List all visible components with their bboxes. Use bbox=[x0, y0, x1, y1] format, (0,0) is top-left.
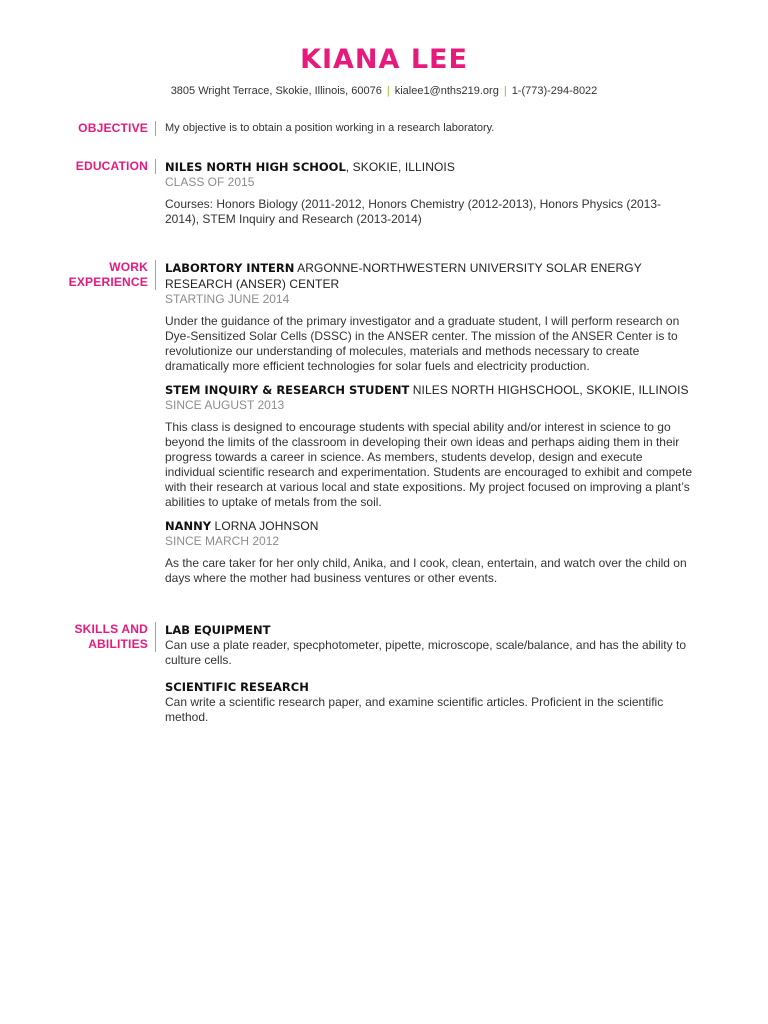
job-organization: NILES NORTH HIGHSCHOOL, SKOKIE, ILLINOIS bbox=[409, 383, 689, 397]
section-label-line: WORK bbox=[109, 260, 148, 274]
objective-text: My objective is to obtain a position working in a research laboratory. bbox=[165, 122, 495, 134]
skill-entry bbox=[165, 622, 695, 668]
job-date: SINCE AUGUST 2013 bbox=[165, 398, 285, 412]
education-date: CLASS OF 2015 bbox=[165, 175, 255, 189]
education-section bbox=[0, 159, 768, 234]
job-organization: ARGONNE-NORTHWESTERN UNIVERSITY SOLAR ENERGY RESEARCH (ANSER) CENTER bbox=[165, 261, 642, 291]
job-date: STARTING JUNE 2014 bbox=[165, 292, 290, 306]
section-divider bbox=[155, 121, 156, 136]
school-location: , SKOKIE, ILLINOIS bbox=[345, 160, 455, 174]
education-entry bbox=[165, 159, 695, 227]
section-label-objective: OBJECTIVE bbox=[78, 121, 148, 135]
work-experience-section bbox=[0, 260, 768, 595]
section-label-work-experience bbox=[40, 260, 148, 290]
skills-entries bbox=[165, 622, 695, 725]
skill-description: Can write a scientific research paper, and examine scientific articles. Proficient in the scientific method. bbox=[165, 695, 664, 724]
section-divider bbox=[155, 260, 156, 290]
section-divider bbox=[155, 159, 156, 174]
job-description: Under the guidance of the primary investigator and a graduate student, I will perform research on Dye-Sensitized Solar Cells (DSSC) in the ANSER center. The mission of the ANSER Center is to revolutionize our understanding of molecules, materials and methods necessary to create dramatically more efficient technologies for solar fuels and electricity production. bbox=[165, 314, 680, 373]
job-entry bbox=[165, 518, 695, 586]
address-text: 3805 Wright Terrace, Skokie, Illinois, 60076 bbox=[170, 85, 382, 97]
job-title: NANNY bbox=[165, 519, 212, 533]
resume-header bbox=[0, 42, 768, 98]
job-description: This class is designed to encourage students with special ability and/or interest in science to go beyond the limits of the classroom in developing their own ideas and perhaps aiding them in their progress towards a career in science. As members, students develop, design and execute individual scientific research and experimentation. Students are encouraged to exhibit and compete with their research at various local and state expositions. My project focused on improving a plant’s abilities to uptake of metals from the soil. bbox=[165, 420, 692, 509]
job-organization: LORNA JOHNSON bbox=[211, 519, 319, 533]
section-label-line: SKILLS AND bbox=[74, 622, 148, 636]
skill-title: SCIENTIFIC RESEARCH bbox=[165, 680, 309, 694]
contact-line bbox=[0, 84, 768, 98]
job-title: STEM INQUIRY & RESEARCH STUDENT bbox=[165, 383, 410, 397]
job-date: SINCE MARCH 2012 bbox=[165, 534, 280, 548]
contact-separator: | bbox=[386, 85, 390, 97]
job-title: LABORTORY INTERN bbox=[165, 261, 295, 275]
objective-section bbox=[0, 121, 768, 141]
school-name: NILES NORTH HIGH SCHOOL bbox=[165, 160, 346, 174]
section-label-line: ABILITIES bbox=[88, 637, 148, 651]
job-entry bbox=[165, 382, 695, 510]
job-entry bbox=[165, 260, 695, 374]
section-label-line: EXPERIENCE bbox=[68, 275, 148, 289]
section-label-skills bbox=[40, 622, 148, 652]
skills-section bbox=[0, 622, 768, 732]
email-link[interactable]: kialee1@nths219.org bbox=[394, 85, 499, 97]
job-description: As the care taker for her only child, Anika, and I cook, clean, entertain, and watch over the child on days where the mother had business ventures or other events. bbox=[165, 556, 687, 585]
contact-separator: | bbox=[503, 85, 507, 97]
work-entries bbox=[165, 260, 695, 586]
phone-text: 1-(773)-294-8022 bbox=[511, 85, 598, 97]
candidate-name: KIANA LEE bbox=[300, 44, 468, 75]
education-title bbox=[165, 159, 695, 175]
job-title-line bbox=[165, 518, 695, 534]
skill-title: LAB EQUIPMENT bbox=[165, 623, 271, 637]
section-label-education: EDUCATION bbox=[75, 159, 148, 173]
section-divider bbox=[155, 622, 156, 652]
skill-entry bbox=[165, 679, 695, 725]
job-title-line bbox=[165, 382, 695, 398]
job-title-line bbox=[165, 260, 695, 292]
skill-description: Can use a plate reader, specphotometer, pipette, microscope, scale/balance, and has the ability to culture cells. bbox=[165, 638, 686, 667]
education-courses: Courses: Honors Biology (2011-2012, Honors Chemistry (2012-2013), Honors Physics (2013-2014), STEM Inquiry and Research (2013-2014) bbox=[165, 197, 662, 226]
